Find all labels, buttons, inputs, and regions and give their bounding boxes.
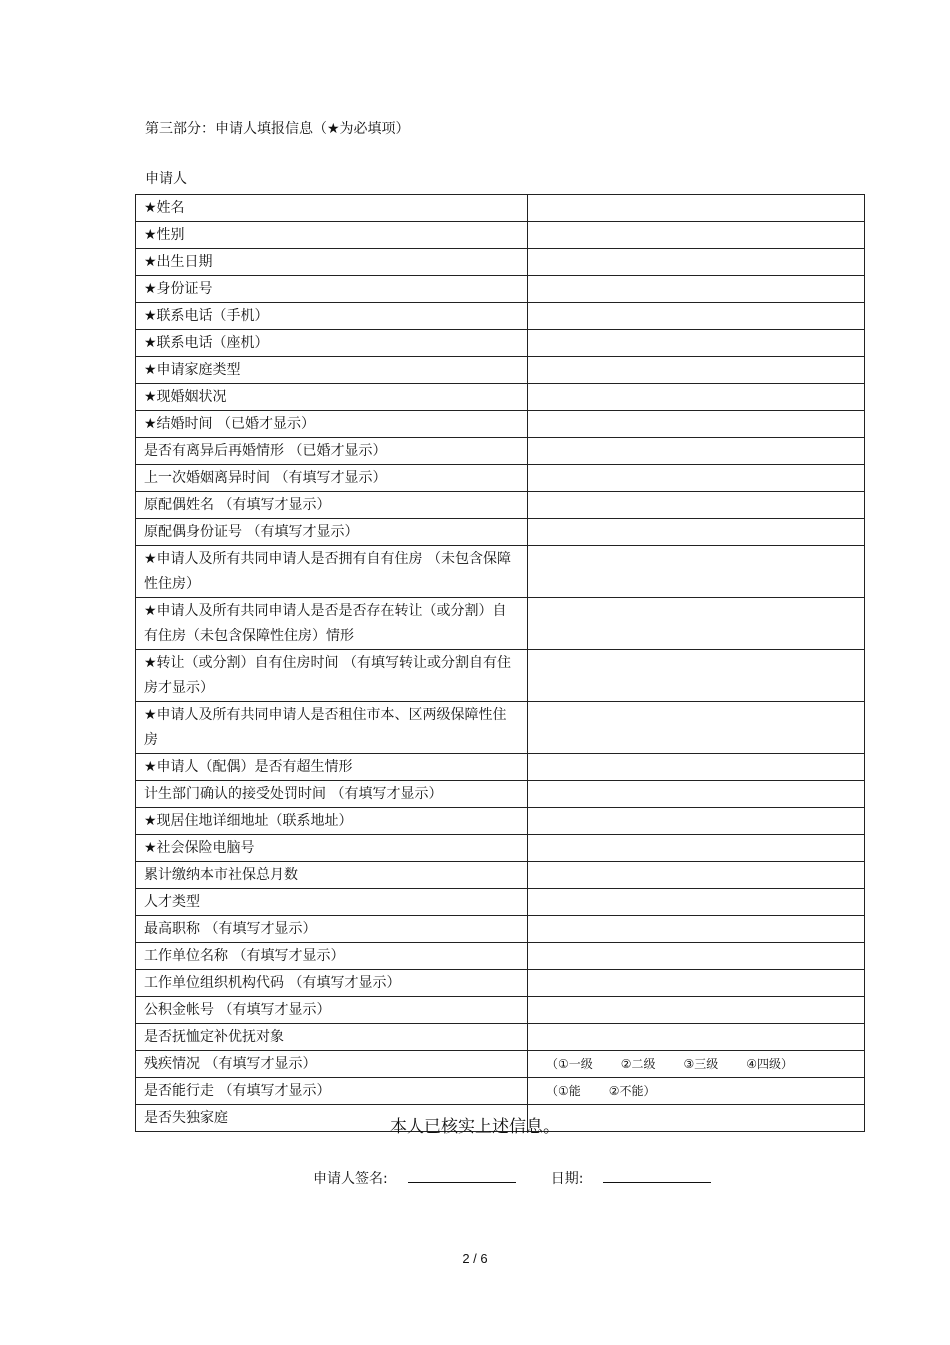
field-value-cell[interactable]	[528, 781, 865, 808]
field-label: ★社会保险电脑号	[136, 835, 528, 862]
field-label: 上一次婚姻离异时间 （有填写才显示）	[136, 465, 528, 492]
signature-label: 申请人签名:	[313, 1171, 388, 1187]
field-label: ★出生日期	[136, 249, 528, 276]
date-line[interactable]	[603, 1168, 711, 1183]
table-row	[136, 970, 865, 997]
field-label: ★申请人及所有共同申请人是否是否存在转让（或分割）自有住房（未包含保障性住房）情形	[136, 598, 528, 650]
field-label: 计生部门确认的接受处罚时间 （有填写才显示）	[136, 781, 528, 808]
field-value-cell[interactable]	[528, 916, 865, 943]
field-label: ★姓名	[136, 195, 528, 222]
walk-option[interactable]: （①能	[546, 1084, 581, 1098]
table-row	[136, 1078, 865, 1105]
field-label: ★申请家庭类型	[136, 357, 528, 384]
field-value-cell[interactable]	[528, 970, 865, 997]
table-row	[136, 330, 865, 357]
table-row	[136, 438, 865, 465]
table-row	[136, 835, 865, 862]
field-label: 原配偶姓名 （有填写才显示）	[136, 492, 528, 519]
signature-line[interactable]	[408, 1168, 516, 1183]
field-value-cell[interactable]	[528, 943, 865, 970]
field-label: 原配偶身份证号 （有填写才显示）	[136, 519, 528, 546]
table-row	[136, 303, 865, 330]
field-value-cell[interactable]	[528, 519, 865, 546]
confirmation-statement: 本人已核实上述信息。	[390, 1117, 560, 1137]
table-row	[136, 195, 865, 222]
table-row	[136, 519, 865, 546]
table-row	[136, 862, 865, 889]
field-value-cell[interactable]	[528, 835, 865, 862]
table-row	[136, 943, 865, 970]
field-label: 人才类型	[136, 889, 528, 916]
field-label: ★联系电话（手机）	[136, 303, 528, 330]
signature-row	[313, 1168, 711, 1188]
field-label: 最高职称 （有填写才显示）	[136, 916, 528, 943]
field-label: ★现居住地详细地址（联系地址）	[136, 808, 528, 835]
field-value-cell[interactable]	[528, 650, 865, 702]
section-heading: 第三部分：申请人填报信息（★为必填项）	[145, 121, 410, 137]
field-value-cell[interactable]	[528, 1024, 865, 1051]
field-value-cell[interactable]	[528, 889, 865, 916]
walk-option[interactable]: ②不能）	[608, 1084, 656, 1098]
field-label: 是否抚恤定补优抚对象	[136, 1024, 528, 1051]
field-value-cell[interactable]	[528, 330, 865, 357]
table-row	[136, 889, 865, 916]
table-row	[136, 411, 865, 438]
table-row	[136, 492, 865, 519]
field-label: 累计缴纳本市社保总月数	[136, 862, 528, 889]
field-label: 残疾情况 （有填写才显示）	[136, 1051, 528, 1078]
table-row	[136, 754, 865, 781]
field-value-cell[interactable]	[528, 438, 865, 465]
field-value-cell[interactable]	[528, 276, 865, 303]
disability-options-cell	[528, 1051, 865, 1078]
table-row	[136, 916, 865, 943]
applicant-label: 申请人	[145, 171, 187, 187]
disability-option[interactable]: ③三级	[683, 1057, 719, 1071]
applicant-info-table	[135, 194, 865, 1132]
field-value-cell[interactable]	[528, 249, 865, 276]
field-value-cell[interactable]	[528, 862, 865, 889]
table-row	[136, 276, 865, 303]
field-label: 是否有离异后再婚情形 （已婚才显示）	[136, 438, 528, 465]
table-row	[136, 1051, 865, 1078]
table-row	[136, 222, 865, 249]
field-value-cell[interactable]	[528, 997, 865, 1024]
disability-option[interactable]: （①一级	[546, 1057, 593, 1071]
disability-option[interactable]: ④四级）	[746, 1057, 794, 1071]
field-label: ★结婚时间 （已婚才显示）	[136, 411, 528, 438]
field-label: ★申请人及所有共同申请人是否租住市本、区两级保障性住房	[136, 702, 528, 754]
field-label: ★申请人及所有共同申请人是否拥有自有住房 （未包含保障性住房）	[136, 546, 528, 598]
field-value-cell[interactable]	[528, 222, 865, 249]
field-value-cell[interactable]	[528, 303, 865, 330]
field-value-cell[interactable]	[528, 384, 865, 411]
date-label: 日期:	[550, 1171, 584, 1187]
field-value-cell[interactable]	[528, 411, 865, 438]
field-value-cell[interactable]	[528, 195, 865, 222]
field-label: ★性别	[136, 222, 528, 249]
table-row	[136, 384, 865, 411]
table-row	[136, 1024, 865, 1051]
table-row	[136, 702, 865, 754]
field-label: 是否失独家庭	[136, 1105, 528, 1132]
table-row	[136, 357, 865, 384]
field-value-cell[interactable]	[528, 754, 865, 781]
table-row	[136, 465, 865, 492]
field-label: 公积金帐号 （有填写才显示）	[136, 997, 528, 1024]
field-label: 是否能行走 （有填写才显示）	[136, 1078, 528, 1105]
field-label: 工作单位组织机构代码 （有填写才显示）	[136, 970, 528, 997]
field-label: ★申请人（配偶）是否有超生情形	[136, 754, 528, 781]
table-row	[136, 997, 865, 1024]
walk-options-cell	[528, 1078, 865, 1105]
table-row	[136, 808, 865, 835]
field-label: ★现婚姻状况	[136, 384, 528, 411]
table-row	[136, 598, 865, 650]
field-value-cell[interactable]	[528, 357, 865, 384]
table-row	[136, 249, 865, 276]
field-value-cell[interactable]	[528, 598, 865, 650]
field-label: 工作单位名称 （有填写才显示）	[136, 943, 528, 970]
field-value-cell[interactable]	[528, 702, 865, 754]
field-label: ★转让（或分割）自有住房时间 （有填写转让或分割自有住房才显示）	[136, 650, 528, 702]
page-number: 2 / 6	[462, 1251, 488, 1266]
table-row	[136, 546, 865, 598]
field-value-cell[interactable]	[528, 465, 865, 492]
field-value-cell[interactable]	[528, 492, 865, 519]
field-label: ★身份证号	[136, 276, 528, 303]
field-label: ★联系电话（座机）	[136, 330, 528, 357]
field-value-cell[interactable]	[528, 808, 865, 835]
field-value-cell[interactable]	[528, 546, 865, 598]
table-row	[136, 781, 865, 808]
table-row	[136, 650, 865, 702]
disability-option[interactable]: ②二级	[620, 1057, 656, 1071]
